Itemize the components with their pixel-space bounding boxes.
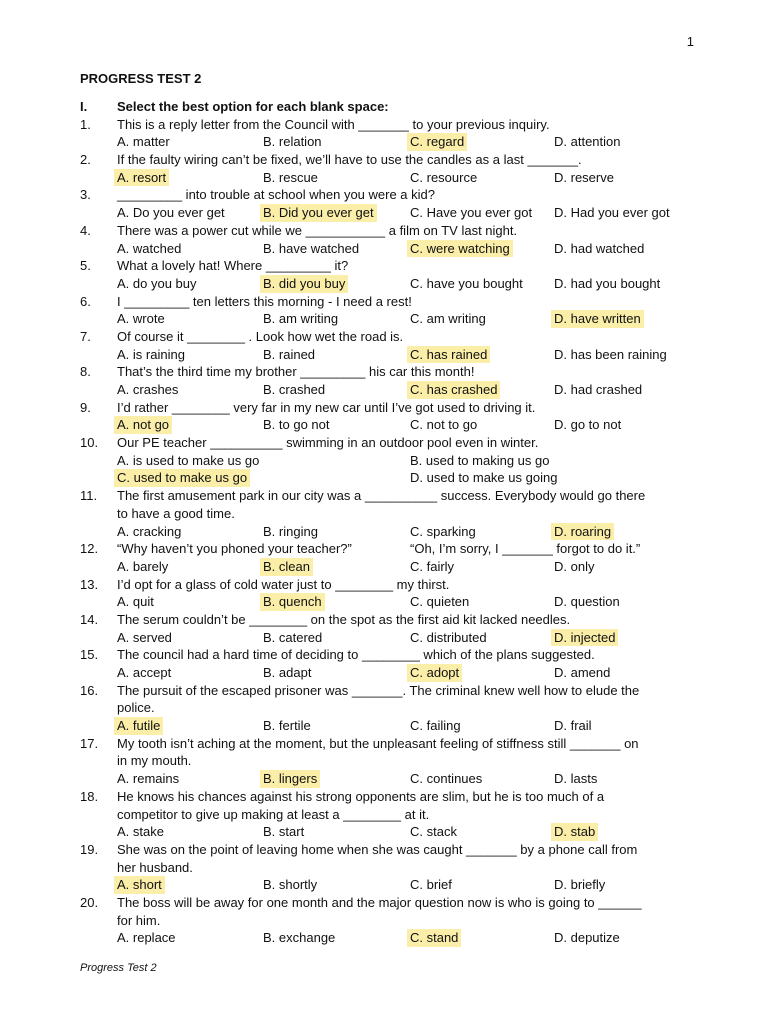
answer-option: A. served [117,629,172,645]
question-line [80,540,700,558]
question-line [80,611,700,629]
answer-option-correct: A. futile [114,717,163,735]
answer-option: C. distributed [410,629,487,645]
question-text: her husband. [117,859,193,875]
question-line [80,788,700,806]
answer-option: B. relation [263,134,322,150]
question-text: I’d opt for a glass of cold water just to ________ my thirst. [117,576,450,592]
question-text: _________ into trouble at school when you were a kid? [117,187,435,203]
question-number: 5. [80,258,91,274]
options-row [80,169,700,187]
answer-option: D. go to not [554,417,622,433]
question-number: 16. [80,682,99,698]
answer-option: A. cracking [117,523,182,539]
question-item [80,293,700,328]
answer-option: D. had crashed [554,382,643,397]
question-number: 18. [80,788,99,804]
question-line [80,912,700,930]
question-line [80,699,700,717]
answer-option: D. briefly [554,877,606,893]
answer-option: C. Have you ever got [410,205,533,221]
question-list [80,98,700,947]
question-item [80,257,700,292]
answer-option-correct: B. clean [260,558,313,576]
options-row [80,664,700,682]
question-text: The serum couldn’t be ________ on the spot as the first aid kit lacked needles. [117,611,571,627]
answer-option: D. reserve [554,169,614,185]
answer-option: C. fairly [410,558,455,574]
question-line [80,222,700,240]
question-number: 9. [80,399,91,415]
answer-option: D. had watched [554,240,645,256]
options-row [80,310,700,328]
question-text: This is a reply letter from the Council with _______ to your previous inquiry. [117,116,550,132]
answer-option-correct: C. adopt [407,664,462,682]
question-line [80,186,700,204]
question-text: The pursuit of the escaped prisoner was _______. The criminal knew well how to elude the [117,682,640,698]
options-row [80,204,700,222]
question-text: He knows his chances against his strong opponents are slim, but he is too much of a [117,788,605,804]
question-line [80,116,700,134]
answer-option: C. resource [410,169,478,185]
answer-option: D. only [554,558,595,574]
answer-option-correct: C. stand [407,929,461,947]
question-text: competitor to give up making at least a ________ at it. [117,806,430,822]
answer-option-correct: B. did you buy [260,275,348,293]
question-item [80,434,700,487]
answer-option: A. Do you ever get [117,205,225,221]
options-row [80,558,700,576]
answer-option: B. ringing [263,523,318,539]
answer-option: C. not to go [410,417,478,433]
page-footer: Progress Test 2 [80,962,157,974]
section-number: I. [80,99,88,114]
answer-option: A. is raining [117,346,185,362]
answer-option: C. have you bought [410,275,523,291]
options-row [80,346,700,364]
answer-option: C. quieten [410,594,470,610]
answer-option-correct: C. has crashed [407,381,500,399]
question-item [80,328,700,363]
answer-option: A. watched [117,240,182,256]
question-item [80,399,700,434]
question-item [80,894,700,947]
answer-option-correct: C. used to make us go [114,469,250,487]
question-number: 7. [80,328,91,344]
options-row [80,593,700,611]
answer-option: D. attention [554,134,621,150]
answer-option-correct: C. has rained [407,346,490,364]
answer-option: A. remains [117,771,180,787]
answer-option: C. failing [410,718,461,734]
answer-option-correct: C. regard [407,133,467,151]
question-line [80,328,700,346]
question-line [80,806,700,824]
question-number: 15. [80,647,99,663]
question-number: 4. [80,222,91,238]
question-number: 11. [80,488,98,504]
options-row [80,717,700,735]
answer-option: A. do you buy [117,275,197,291]
options-row [80,416,700,434]
question-text: I _________ ten letters this morning - I need a rest! [117,293,412,309]
answer-option: B. used to making us go [410,452,550,468]
answer-option: C. am writing [410,311,486,327]
question-item [80,151,700,186]
answer-option: A. stake [117,824,164,840]
question-item [80,487,700,540]
page-number: 1 [686,34,694,49]
question-line [80,682,700,700]
options-row [80,452,700,470]
answer-option-correct: D. injected [551,629,618,647]
options-row [80,629,700,647]
question-text: The boss will be away for one month and the major question now is who is going to ______ [117,894,642,910]
answer-option: B. shortly [263,877,318,893]
question-line [80,257,700,275]
answer-option: B. fertile [263,718,311,734]
answer-option: A. crashes [117,382,179,397]
question-item [80,646,700,681]
options-row [80,876,700,894]
question-item [80,540,700,575]
options-row [80,523,700,541]
answer-option: D. question [554,594,620,610]
answer-option: D. Had you ever got [554,205,670,221]
answer-option: A. accept [117,665,172,680]
question-line [80,735,700,753]
options-row [80,275,700,293]
options-row [80,823,700,841]
answer-option: A. quit [117,594,154,610]
question-number: 17. [80,735,99,751]
answer-option: B. have watched [263,240,360,256]
answer-option-correct: D. have written [551,310,644,328]
question-text: If the faulty wiring can’t be fixed, we’ll have to use the candles as a last _______. [117,152,582,168]
question-item [80,116,700,151]
question-item [80,611,700,646]
answer-option: B. start [263,824,305,840]
answer-option: D. lasts [554,771,598,787]
answer-option: B. am writing [263,311,339,327]
options-row [80,770,700,788]
question-line [80,752,700,770]
answer-option: A. barely [117,558,169,574]
question-text: The first amusement park in our city was a __________ success. Everybody would go there [117,488,646,504]
answer-option: B. crashed [263,382,326,397]
answer-option: B. exchange [263,930,336,946]
question-line [80,363,700,381]
question-item [80,576,700,611]
answer-option: C. stack [410,824,457,840]
answer-option-correct: A. short [114,876,165,894]
section-instruction: Select the best option for each blank space: [117,99,389,114]
answer-option: D. has been raining [554,346,667,362]
answer-option: B. rained [263,346,316,362]
answer-option: A. replace [117,930,176,946]
question-text: to have a good time. [117,505,235,521]
answer-option: C. continues [410,771,483,787]
answer-option-correct: B. quench [260,593,325,611]
question-line [80,505,700,523]
question-number: 1. [80,116,91,132]
answer-option: D. had you bought [554,275,661,291]
answer-option: D. amend [554,665,611,680]
question-item [80,788,700,841]
question-number: 2. [80,152,91,168]
question-line [80,151,700,169]
question-line [80,399,700,417]
answer-option: B. rescue [263,169,318,185]
question-item [80,186,700,221]
question-number: 6. [80,293,91,309]
answer-option: A. wrote [117,311,165,327]
question-text: Our PE teacher __________ swimming in an outdoor pool even in winter. [117,435,539,451]
question-number: 19. [80,841,99,857]
question-item [80,682,700,735]
question-line [80,894,700,912]
answer-option: A. matter [117,134,170,150]
question-item [80,841,700,894]
question-number: 12. [80,541,99,557]
question-line [80,293,700,311]
question-line [80,487,700,505]
question-number: 3. [80,187,91,203]
question-number: 8. [80,364,91,380]
question-text: “Why haven’t you phoned your teacher?” [117,541,352,557]
question-line [80,646,700,664]
answer-option: B. adapt [263,665,312,680]
answer-option: D. used to make us going [410,470,558,486]
answer-option: D. deputize [554,930,620,946]
question-text: “Oh, I’m sorry, I _______ forgot to do it.” [410,541,641,557]
question-line [80,841,700,859]
answer-option-correct: B. lingers [260,770,320,788]
answer-option-correct: C. were watching [407,240,513,258]
question-number: 10. [80,435,99,451]
options-row [80,381,700,399]
answer-option-correct: B. Did you ever get [260,204,377,222]
answer-option-correct: A. not go [114,416,172,434]
question-item [80,363,700,398]
question-line [80,576,700,594]
answer-option: C. brief [410,877,452,893]
question-text: The council had a hard time of deciding to ________ which of the plans suggested. [117,647,595,663]
answer-option-correct: D. stab [551,823,598,841]
questions-container [80,116,700,947]
question-number: 14. [80,611,99,627]
question-item [80,735,700,788]
question-number: 20. [80,894,99,910]
answer-option: D. frail [554,718,592,734]
question-number: 13. [80,576,99,592]
question-text: police. [117,700,155,716]
options-row [80,929,700,947]
question-line [80,434,700,452]
answer-option: B. to go not [263,417,330,433]
question-text: She was on the point of leaving home when she was caught _______ by a phone call from [117,841,638,857]
answer-option: B. catered [263,629,323,645]
options-row [80,469,700,487]
question-text: There was a power cut while we ___________ a film on TV last night. [117,222,518,238]
question-text: My tooth isn’t aching at the moment, but the unpleasant feeling of stiffness still _______ on [117,735,639,751]
answer-option-correct: D. roaring [551,523,614,541]
question-item [80,222,700,257]
question-text: That’s the third time my brother _________ his car this month! [117,364,475,380]
answer-option-correct: A. resort [114,169,169,187]
question-text: What a lovely hat! Where _________ it? [117,258,349,274]
answer-option: C. sparking [410,523,476,539]
options-row [80,133,700,151]
question-line [80,859,700,877]
answer-option: A. is used to make us go [117,452,260,468]
question-text: Of course it ________ . Look how wet the road is. [117,328,404,344]
options-row [80,240,700,258]
question-text: in my mouth. [117,753,192,769]
question-text: for him. [117,912,161,928]
section-header [80,98,700,116]
page-title: PROGRESS TEST 2 [80,71,202,86]
question-text: I’d rather ________ very far in my new car until I’ve got used to driving it. [117,399,536,415]
